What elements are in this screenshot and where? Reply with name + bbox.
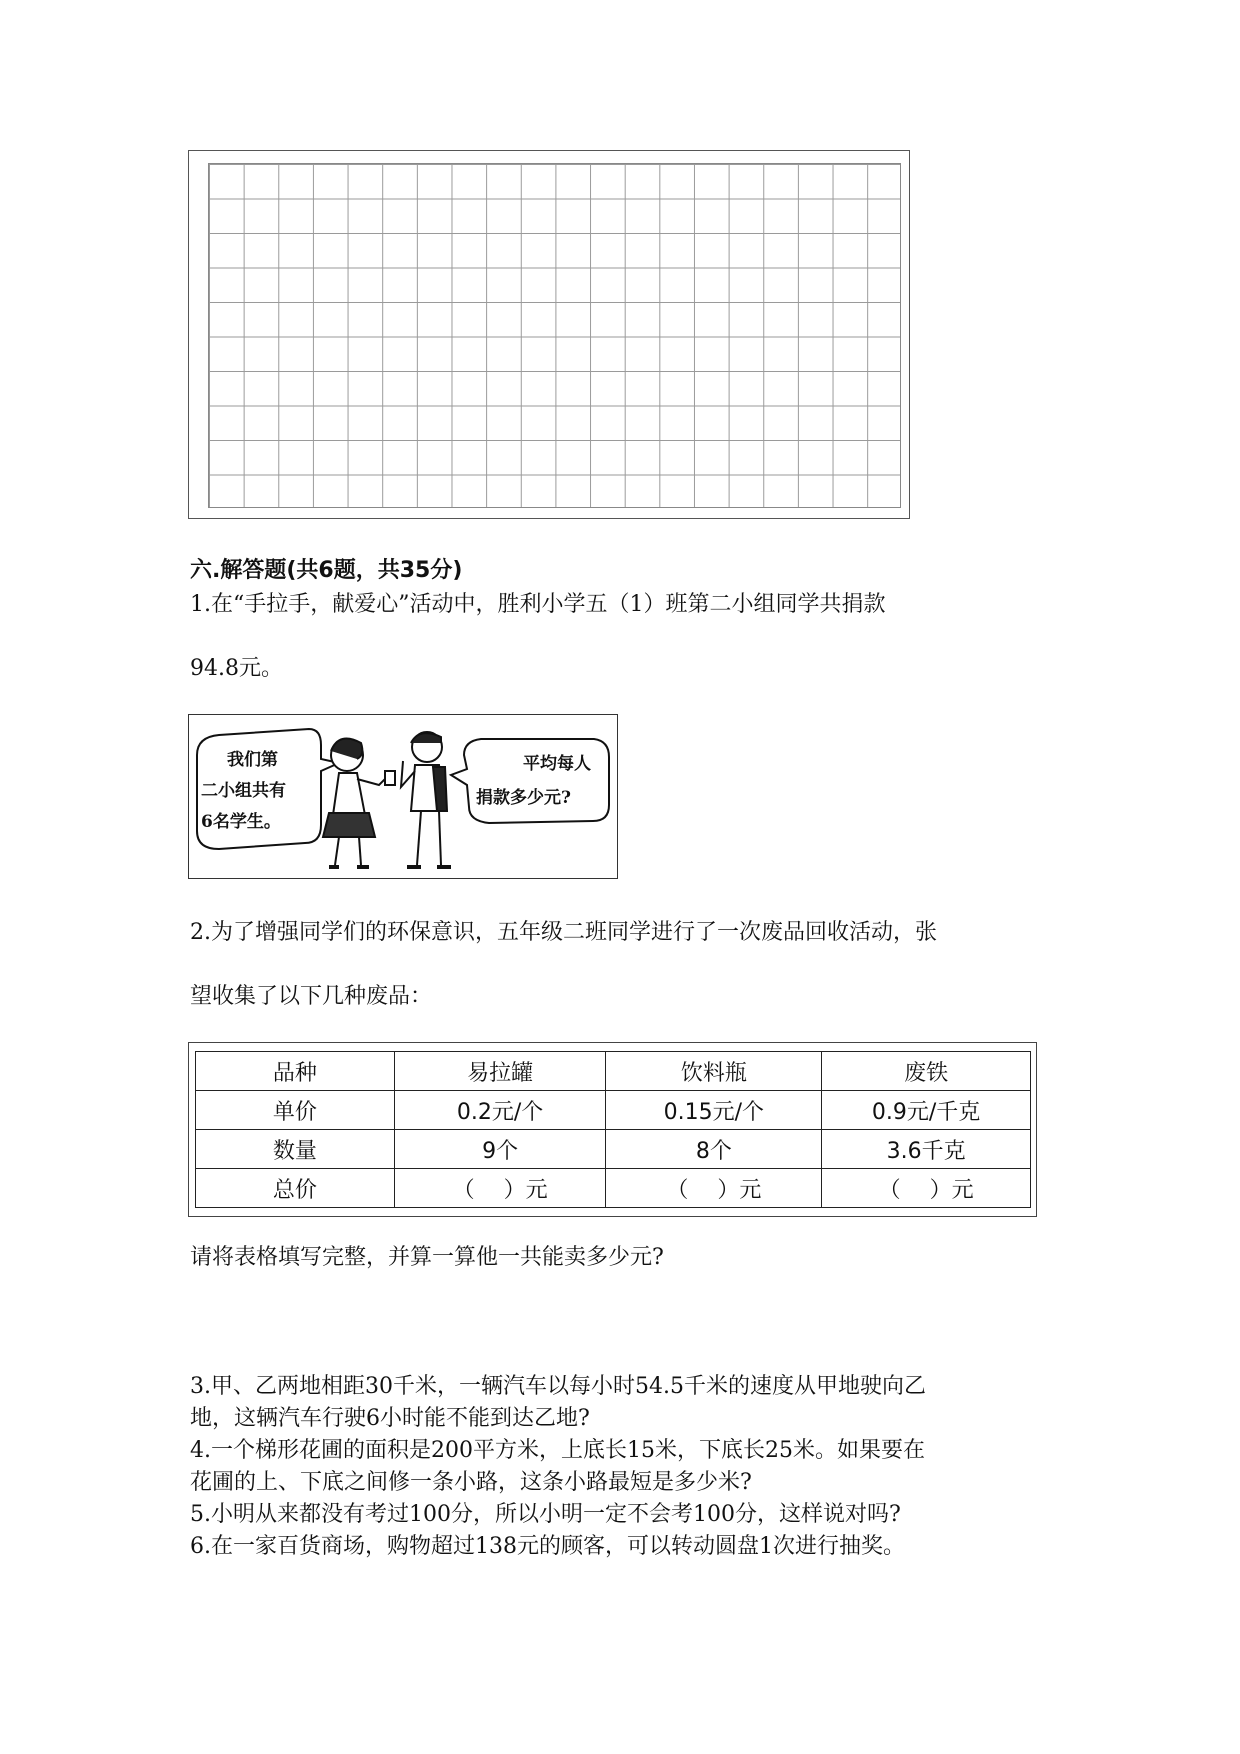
table-cell: 9个 (394, 1130, 606, 1169)
q3-line2: 地，这辆汽车行驶6小时能不能到达乙地? (190, 1406, 590, 1431)
table-cell: 品种 (196, 1052, 395, 1091)
table-cell: 饮料瓶 (606, 1052, 822, 1091)
q3-line1: 3.甲、乙两地相距30千米，一辆汽车以每小时54.5千米的速度从甲地驶向乙 (190, 1374, 926, 1399)
table-cell: 总价 (196, 1169, 395, 1208)
q4-line1: 4.一个梯形花圃的面积是200平方米，上底长15米，下底长25米。如果要在 (190, 1438, 925, 1463)
waste-table (195, 1051, 1031, 1208)
q2-line2: 望收集了以下几种废品： (190, 984, 433, 1009)
bubble-left-line1: 我们第 (227, 750, 278, 770)
table-row (196, 1169, 1031, 1208)
table-cell: 数量 (196, 1130, 395, 1169)
q1-line2: 94.8元。 (190, 656, 283, 681)
table-row (196, 1091, 1031, 1130)
bubble-left-line3: 6名学生。 (201, 812, 281, 832)
q2-question: 请将表格填写完整，并算一算他一共能卖多少元? (190, 1245, 664, 1270)
bubble-right-line1: 平均每人 (523, 754, 591, 774)
answer-blank[interactable]: （ ）元 (394, 1169, 606, 1208)
table-cell: 单价 (196, 1091, 395, 1130)
bubble-left-line2: 二小组共有 (201, 781, 286, 801)
q5-text: 5.小明从来都没有考过100分，所以小明一定不会考100分，这样说对吗? (190, 1502, 901, 1527)
q2-line1: 2.为了增强同学们的环保意识，五年级二班同学进行了一次废品回收活动，张 (190, 920, 937, 945)
table-cell: 废铁 (822, 1052, 1031, 1091)
table-cell: 0.2元/个 (394, 1091, 606, 1130)
table-cell: 0.9元/千克 (822, 1091, 1031, 1130)
girl-figure (323, 739, 395, 868)
table-row (196, 1130, 1031, 1169)
table-cell: 0.15元/个 (606, 1091, 822, 1130)
q6-text: 6.在一家百货商场，购物超过138元的顾客，可以转动圆盘1次进行抽奖。 (190, 1534, 905, 1559)
bubble-right-line2: 捐款多少元? (476, 788, 571, 808)
boy-figure (401, 732, 451, 867)
table-cell: 8个 (606, 1130, 822, 1169)
q4-line2: 花圃的上、下底之间修一条小路，这条小路最短是多少米? (190, 1470, 752, 1495)
comic-illustration (188, 714, 618, 879)
grid-paper (208, 163, 901, 508)
table-row (196, 1052, 1031, 1091)
table-cell: 3.6千克 (822, 1130, 1031, 1169)
answer-blank[interactable]: （ ）元 (822, 1169, 1031, 1208)
answer-blank[interactable]: （ ）元 (606, 1169, 822, 1208)
table-cell: 易拉罐 (394, 1052, 606, 1091)
q1-line1: 1.在“手拉手，献爱心”活动中，胜利小学五（1）班第二小组同学共捐款 (190, 592, 886, 617)
section-title: 六.解答题(共6题，共35分) (190, 558, 463, 583)
